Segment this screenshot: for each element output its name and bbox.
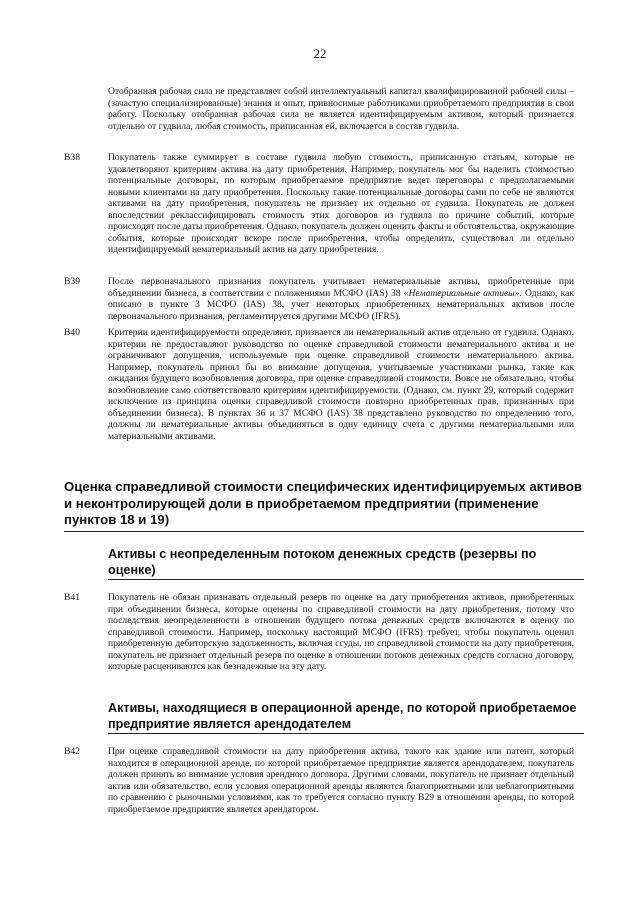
- paragraph-b39-standard-title: «Нематериальные активы»: [403, 287, 520, 299]
- page-number: 22: [313, 46, 327, 61]
- intro-paragraph: Отобранная рабочая сила не представляет собой интеллектуальный капитал квалифицированной рабочей силы – (зачастую специализированные) знания и опыт, привносимые работниками приобретаемого предприятия в свои работу. Поскольку отобранная рабочая сила не является идентифицируемым активом, который признается отдельно от гудвила, любая стоимость, приписанная ей, включается в состав гудвила.: [108, 86, 574, 132]
- paragraph-number-b40: B40: [64, 327, 80, 338]
- paragraph-b38: Покупатель также суммирует в составе гудвила любую стоимость, приписанную статьям, которые не удовлетворяют критериям актива на дату приобретения. Например, покупатель мог бы наделить стоимостью потенциальные договоры, по которым приобретаемое предприятие ведет переговоры с предполагаемыми новыми клиентами на дату приобретения. Поскольку такие потенциальные договоры сами по себе не являются активами на дату приобретения, покупатель не признает их отдельно от гудвила. Покупатель не должен впоследствии реклассифицировать стоимость этих договоров из гудвила по причине событий, которые происходят после даты приобретения. Однако, покупатель должен оценить факты и обстоятельства, окружающие события, которые происходят вскоре после приобретения, чтобы определить, существовал ли отдельно идентифицируемый нематериальный актив на дату приобретения.: [108, 152, 574, 255]
- section-heading: Оценка справедливой стоимости специфических идентифицируемых активов и неконтролирующей доли в приобретаемом предприятии (применение пунктов 18 и 19): [64, 479, 583, 527]
- section-heading-rule: [64, 531, 584, 532]
- subsection-heading-b41-rule: [108, 579, 584, 580]
- paragraph-b41: Покупатель не обязан признавать отдельный резерв по оценке на дату приобретения активов, приобретенных при объединении бизнеса, которые оценены по справедливой стоимости на дату приобретения, потому что последствия неопределенности в отношении будущего потока денежных средств включаются в оценку по справедливой стоимости. Например, поскольку настоящий МСФО (IFRS) требует, чтобы покупатель оценил приобретенную дебиторскую задолженность, включая ссуды, по справедливой стоимости на дату приобретения, покупатель не признает отдельный резерв по оценке в отношении потоков денежных средств согласно договору, которые расцениваются как безнадежные на эту дату.: [108, 592, 574, 672]
- paragraph-b39: [108, 276, 574, 322]
- paragraph-b42: При оценке справедливой стоимости на дату приобретения актива, такого как здание или патент, который находится в операционной аренде, по которой приобретаемое предприятие является арендодателем, покупатель должен принять во внимание условия арендного договора. Другими словами, покупатель не признает отдельный актив или обязательство, если условия операционной аренды являются благоприятными или неблагоприятными по сравнению с рыночными условиями, как то требуется согласно пункту B29 в отношении аренды, по которой приобретаемое предприятие является арендатором.: [108, 746, 574, 815]
- paragraph-number-b38: B38: [64, 152, 80, 163]
- paragraph-b39-text-2: . Однако, как описано в пункте 3 МСФО (IAS) 38, учет некоторых приобретенных нематериальных активов после первоначального признания, регламентируется другими МСФО (IFRS).: [108, 287, 575, 322]
- paragraph-number-b39: B39: [64, 276, 80, 287]
- paragraph-b40: Критерии идентифицируемости определяют, признается ли нематериальный актив отдельно от гудвила. Однако, критерии не предоставляют руководство по оценке справедливой стоимости нематериального актива и не ограничивают допущения, используемые при оценке справедливой стоимости нематериального актива. Например, покупатель принял бы во внимание допущения, учитываемые участниками рынка, такие как ожидания будущего возобновления договора, при оценке справедливой стоимости. Вовсе не обязательно, чтобы возобновление само соответствовало критериям идентифицируемости. (Однако, см. пункт 29, который содержит исключение из принципа оценки справедливой стоимости повторно приобретенных прав, признанных при объединении бизнеса). В пунктах 36 и 37 МСФО (IAS) 38 представлено руководство по определению того, должны ли нематериальные активы объединяться в одну единицу счета с другими нематериальными или материальными активами.: [108, 327, 574, 442]
- paragraph-number-b42: B42: [64, 746, 80, 757]
- paragraph-b39-text-1: После первоначального признания покупатель учитывает нематериальные активы, приобретенные при объединении бизнеса, в соответствии с положениями МСФО (IAS) 38: [108, 276, 574, 299]
- subsection-heading-b42-rule: [108, 733, 584, 734]
- subsection-heading-b42: Активы, находящиеся в операционной аренде, по которой приобретаемое предприятие является арендодателем: [108, 701, 577, 731]
- paragraph-number-b41: B41: [64, 592, 80, 603]
- subsection-heading-b41: Активы с неопределенным потоком денежных средств (резервы по оценке): [108, 547, 537, 577]
